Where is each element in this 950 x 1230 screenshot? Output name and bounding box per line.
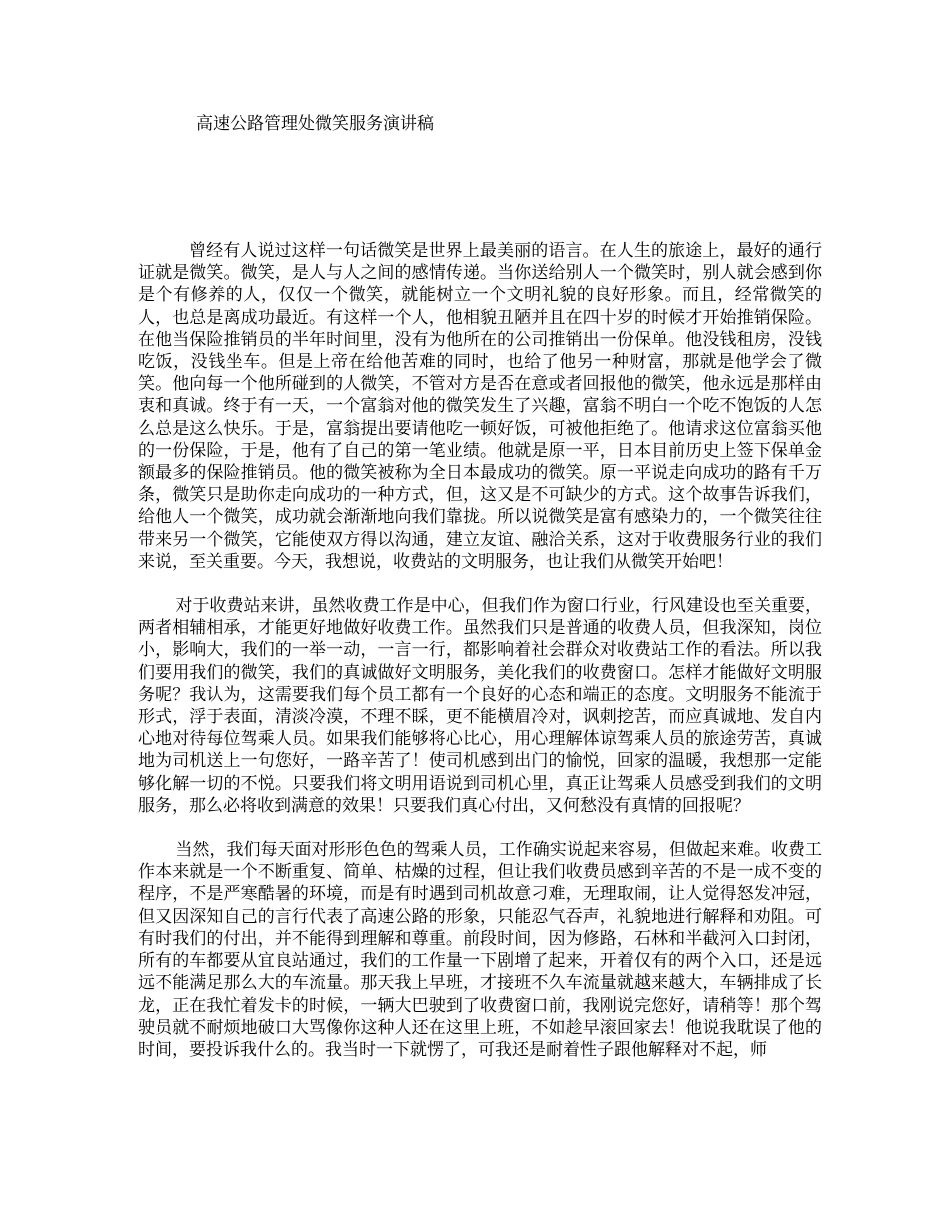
- document-body: [138, 240, 822, 1083]
- paragraph-3: 当然，我们每天面对形形色色的驾乘人员，工作确实说起来容易，但做起来难。收费工作本来就是一个不断重复、简单、枯燥的过程，但让我们收费员感到辛苦的不是一成不变的程序，不是严寒酷暑的环境，而是有时遇到司机故意刁难，无理取闹，让人觉得怒发冲冠，但又因深知自己的言行代表了高速公路的形象，只能忍气吞声，礼貌地进行解释和劝阻。可有时我们的付出，并不能得到理解和尊重。前段时间，因为修路，石林和半截河入口封闭，所有的车都要从宜良站通过，我们的工作量一下剧增了起来，开着仅有的两个入口，还是远远不能满足那么大的车流量。那天我上早班，才接班不久车流量就越来越大，车辆排成了长龙，正在我忙着发卡的时候，一辆大巴驶到了收费窗口前，我刚说完您好，请稍等！那个驾驶员就不耐烦地破口大骂像你这种人还在这里上班，不如趁早滚回家去！他说我耽误了他的时间，要投诉我什么的。我当时一下就愣了，可我还是耐着性子跟他解释对不起，师: [138, 840, 822, 1060]
- document-title: 高速公路管理处微笑服务演讲稿: [196, 114, 434, 134]
- paragraph-2: 对于收费站来讲，虽然收费工作是中心，但我们作为窗口行业，行风建设也至关重要，两者相辅相承，才能更好地做好收费工作。虽然我们只是普通的收费人员，但我深知，岗位小，影响大，我们的一举一动，一言一行，都影响着社会群众对收费站工作的看法。所以我们要用我们的微笑，我们的真诚做好文明服务，美化我们的收费窗口。怎样才能做好文明服务呢？我认为，这需要我们每个员工都有一个良好的心态和端正的态度。文明服务不能流于形式，浮于表面，清淡冷漠，不理不睬，更不能横眉冷对，讽刺挖苦，而应真诚地、发自内心地对待每位驾乘人员。如果我们能够将心比心，用心理解体谅驾乘人员的旅途劳苦，真诚地为司机送上一句您好，一路辛苦了！使司机感到出门的愉悦，回家的温暖，我想那一定能够化解一切的不悦。只要我们将文明用语说到司机心里，真正让驾乘人员感受到我们的文明服务，那么必将收到满意的效果！只要我们真心付出，又何愁没有真情的回报呢？: [138, 596, 822, 816]
- paragraph-1: 曾经有人说过这样一句话微笑是世界上最美丽的语言。在人生的旅途上，最好的通行证就是微笑。微笑，是人与人之间的感情传递。当你送给别人一个微笑时，别人就会感到你是个有修养的人，仅仅一个微笑，就能树立一个文明礼貌的良好形象。而且，经常微笑的人，也总是离成功最近。有这样一个人，他相貌丑陋并且在四十岁的时候才开始推销保险。在他当保险推销员的半年时间里，没有为他所在的公司推销出一份保单。他没钱租房，没钱吃饭，没钱坐车。但是上帝在给他苦难的同时，也给了他另一种财富，那就是他学会了微笑。他向每一个他所碰到的人微笑，不管对方是否在意或者回报他的微笑，他永远是那样由衷和真诚。终于有一天，一个富翁对他的微笑发生了兴趣，富翁不明白一个吃不饱饭的人怎么总是这么快乐。于是，富翁提出要请他吃一顿好饭，可被他拒绝了。他请求这位富翁买他的一份保险，于是，他有了自己的第一笔业绩。他就是原一平，日本目前历史上签下保单金额最多的保险推销员。他的微笑被称为全日本最成功的微笑。原一平说走向成功的路有千万条，微笑只是助你走向成功的一种方式，但，这又是不可缺少的方式。这个故事告诉我们，给他人一个微笑，成功就会渐渐地向我们靠拢。所以说微笑是富有感染力的，一个微笑往往带来另一个微笑，它能使双方得以沟通，建立友谊、融洽关系，这对于收费服务行业的我们来说，至关重要。今天，我想说，收费站的文明服务，也让我们从微笑开始吧！: [138, 241, 822, 572]
